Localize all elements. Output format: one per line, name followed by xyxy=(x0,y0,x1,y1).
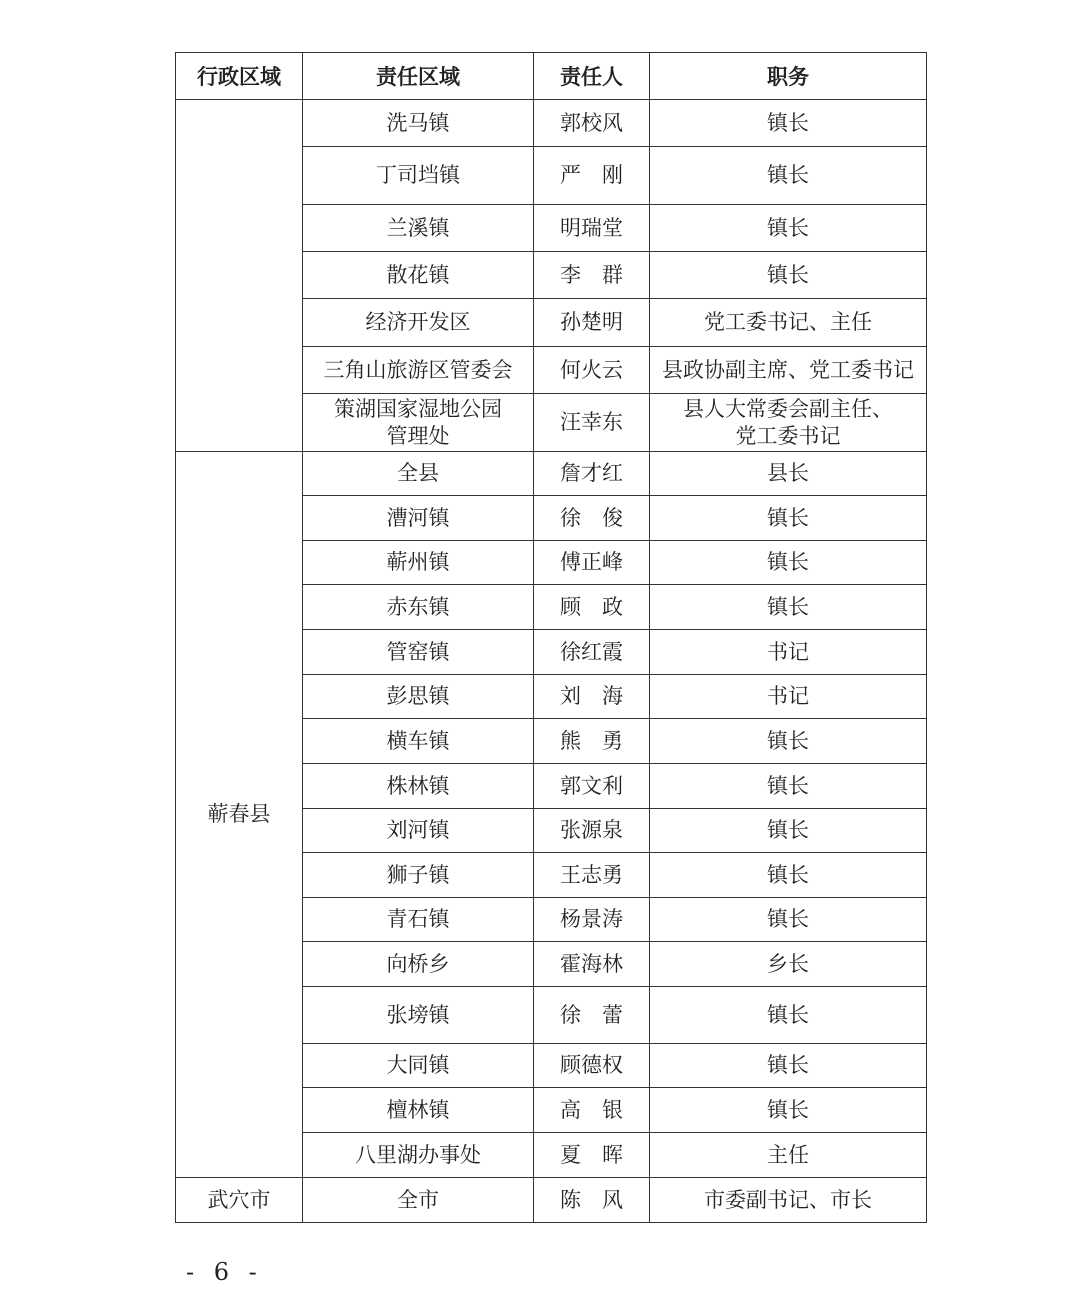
title-cell: 镇长 xyxy=(650,809,927,853)
title-cell: 县政协副主席、党工委书记 xyxy=(650,347,927,394)
person-cell: 张源泉 xyxy=(534,809,650,853)
title-cell: 市委副书记、市长 xyxy=(650,1178,927,1223)
person-cell: 夏 晖 xyxy=(534,1133,650,1178)
title-cell: 镇长 xyxy=(650,898,927,942)
title-cell: 县人大常委会副主任、 党工委书记 xyxy=(650,394,927,452)
title-cell: 书记 xyxy=(650,675,927,719)
person-cell: 顾 政 xyxy=(534,585,650,630)
person-cell: 杨景涛 xyxy=(534,898,650,942)
person-cell: 何火云 xyxy=(534,347,650,394)
person-cell: 汪幸东 xyxy=(534,394,650,452)
title-cell: 镇长 xyxy=(650,585,927,630)
area-cell: 檀林镇 xyxy=(303,1088,534,1133)
table-row xyxy=(176,452,927,496)
title-cell: 主任 xyxy=(650,1133,927,1178)
title-cell: 镇长 xyxy=(650,147,927,205)
page-number: - 6 - xyxy=(186,1258,263,1286)
person-cell: 王志勇 xyxy=(534,853,650,898)
region-cell: 蕲春县 xyxy=(176,452,303,1178)
area-cell: 兰溪镇 xyxy=(303,205,534,252)
area-cell: 三角山旅游区管委会 xyxy=(303,347,534,394)
title-cell: 县长 xyxy=(650,452,927,496)
title-cell: 书记 xyxy=(650,630,927,675)
header-title: 职务 xyxy=(650,53,927,100)
area-cell: 经济开发区 xyxy=(303,299,534,347)
table-row xyxy=(176,100,927,147)
area-cell: 狮子镇 xyxy=(303,853,534,898)
region-cell: 武穴市 xyxy=(176,1178,303,1223)
title-cell: 镇长 xyxy=(650,1044,927,1088)
area-cell: 全市 xyxy=(303,1178,534,1223)
header-person: 责任人 xyxy=(534,53,650,100)
person-cell: 刘 海 xyxy=(534,675,650,719)
title-cell: 镇长 xyxy=(650,205,927,252)
title-cell: 党工委书记、主任 xyxy=(650,299,927,347)
person-cell: 徐红霞 xyxy=(534,630,650,675)
title-cell: 镇长 xyxy=(650,719,927,764)
title-cell: 镇长 xyxy=(650,1088,927,1133)
person-cell: 严 刚 xyxy=(534,147,650,205)
area-cell: 漕河镇 xyxy=(303,496,534,541)
person-cell: 詹才红 xyxy=(534,452,650,496)
person-cell: 徐 蕾 xyxy=(534,987,650,1044)
person-cell: 顾德权 xyxy=(534,1044,650,1088)
area-cell: 散花镇 xyxy=(303,252,534,299)
person-cell: 陈 风 xyxy=(534,1178,650,1223)
area-cell: 蕲州镇 xyxy=(303,541,534,585)
person-cell: 明瑞堂 xyxy=(534,205,650,252)
title-cell: 镇长 xyxy=(650,100,927,147)
title-cell: 镇长 xyxy=(650,496,927,541)
person-cell: 高 银 xyxy=(534,1088,650,1133)
area-cell: 策湖国家湿地公园 管理处 xyxy=(303,394,534,452)
table-body xyxy=(176,100,927,1223)
person-cell: 熊 勇 xyxy=(534,719,650,764)
region-cell xyxy=(176,100,303,452)
title-cell: 镇长 xyxy=(650,541,927,585)
person-cell: 郭文利 xyxy=(534,764,650,809)
title-cell: 乡长 xyxy=(650,942,927,987)
title-cell: 镇长 xyxy=(650,987,927,1044)
area-cell: 大同镇 xyxy=(303,1044,534,1088)
person-cell: 霍海林 xyxy=(534,942,650,987)
area-cell: 青石镇 xyxy=(303,898,534,942)
area-cell: 向桥乡 xyxy=(303,942,534,987)
person-cell: 傅正峰 xyxy=(534,541,650,585)
title-cell: 镇长 xyxy=(650,252,927,299)
area-cell: 赤东镇 xyxy=(303,585,534,630)
area-cell: 管窑镇 xyxy=(303,630,534,675)
header-region: 行政区域 xyxy=(176,53,303,100)
area-cell: 彭思镇 xyxy=(303,675,534,719)
table-header-row xyxy=(176,53,927,100)
area-cell: 横车镇 xyxy=(303,719,534,764)
person-cell: 郭校风 xyxy=(534,100,650,147)
area-cell: 张塝镇 xyxy=(303,987,534,1044)
title-cell: 镇长 xyxy=(650,764,927,809)
area-cell: 洗马镇 xyxy=(303,100,534,147)
responsibility-table xyxy=(175,52,927,1223)
person-cell: 孙楚明 xyxy=(534,299,650,347)
area-cell: 刘河镇 xyxy=(303,809,534,853)
title-cell: 镇长 xyxy=(650,853,927,898)
table-row xyxy=(176,1178,927,1223)
area-cell: 八里湖办事处 xyxy=(303,1133,534,1178)
area-cell: 丁司垱镇 xyxy=(303,147,534,205)
area-cell: 全县 xyxy=(303,452,534,496)
area-cell: 株林镇 xyxy=(303,764,534,809)
person-cell: 李 群 xyxy=(534,252,650,299)
person-cell: 徐 俊 xyxy=(534,496,650,541)
header-area: 责任区域 xyxy=(303,53,534,100)
